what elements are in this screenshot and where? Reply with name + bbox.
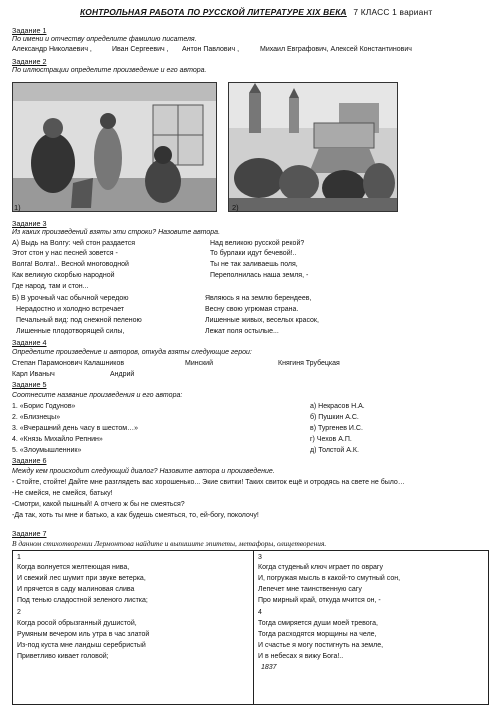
task1-name-2: Иван Сергеевич , (112, 46, 169, 53)
poem-left-1: 1 (17, 554, 21, 561)
task6-line-3: -Смотри, какой пышный! А отчего ж бы не смеяться? (12, 501, 185, 508)
poem-right-3: И, погружая мысль в какой-то смутный сон, (258, 575, 401, 582)
poem-right-2: Когда студеный ключ играет по оврагу (258, 564, 383, 571)
task3-a-left-4: Как великую скорбью народной (12, 272, 115, 279)
task4-hero-3: Княгиня Трубецкая (278, 360, 340, 367)
task5-work-4: 4. «Князь Михайло Репнин» (12, 436, 103, 443)
task3-instruction: Из каких произведений взяты эти строки? Назовите автора. (12, 229, 221, 236)
task7-instruction: В данном стихотворении Лермонтова найдите и выпишите эпитеты, метафоры, олицетворения. (12, 539, 327, 548)
task3-b-right-4: Лежат поля остылые... (205, 328, 279, 335)
task3-a-right-2: То бурлаки идут бечевой!.. (210, 250, 297, 257)
task7-label: Задание 7 (12, 529, 47, 538)
task5-author-2: б) Пушкин А.С. (310, 414, 359, 421)
task5-work-1: 1. «Борис Годунов» (12, 403, 76, 410)
task3-a-right-3: Ты не так заливаешь поля, (210, 261, 298, 268)
illustration-1 (12, 82, 217, 212)
poem-left-5: Под тенью сладостной зеленого листка; (17, 597, 148, 604)
task3-a-left-5: Где народ, там и стон... (12, 283, 89, 290)
task5-work-2: 2. «Близнецы» (12, 414, 61, 421)
illustration-2 (228, 82, 398, 212)
task6-line-2: -Не смейся, не смейся, батьку! (12, 490, 113, 497)
illustration-2-drawing (229, 83, 398, 212)
page-title (80, 8, 432, 18)
task6-line-1: - Стойте, стойте! Дайте мне разглядеть вас хорошенько... Экие свитки! Таких свиток ещё и отродясь на свете не было… (12, 479, 405, 486)
task1-name-3: Антон Павлович , (182, 46, 240, 53)
task5-label: Задание 5 (12, 380, 47, 389)
task5-instruction: Соотнесите название произведения и его автора: (12, 392, 183, 399)
illustration-1-caption: 1) (14, 203, 21, 212)
task4-instruction: Определите произведение и авторов, откуда взяты следующие герои: (12, 349, 252, 356)
task5-work-5: 5. «Злоумышленник» (12, 447, 82, 454)
poem-table-divider (253, 551, 254, 704)
poem-right-4: Лепечет мне таинственную сагу (258, 586, 362, 593)
task3-a-right-4: Переполнилась наша земля, - (210, 272, 309, 279)
task2-label: Задание 2 (12, 57, 47, 66)
poem-left-3: И свежий лес шумит при звуке ветерка, (17, 575, 146, 582)
grade-text: 7 КЛАСС 1 вариант (353, 7, 433, 17)
task4-hero-1: Степан Парамонович Калашников (12, 360, 125, 367)
task3-b-left-2: Нерадостно и холодно встречает (16, 306, 125, 313)
task5-author-4: г) Чехов А.П. (310, 436, 352, 443)
task4-hero-4: Карл Иваныч (12, 371, 55, 378)
task5-work-3: 3. «Вчерашний день часу в шестом…» (12, 425, 139, 432)
task1-label: Задание 1 (12, 26, 47, 35)
task6-line-4: -Да так, хоть ты мне и батько, а как будешь смеяться, то, ей-богу, поколочу! (12, 512, 259, 519)
poem-left-4: И прячется в саду малиновая слива (17, 586, 135, 593)
task3-label: Задание 3 (12, 219, 47, 228)
task5-author-3: в) Тургенев И.С. (310, 425, 363, 432)
poem-right-10: И в небесах я вижу Бога!.. (258, 653, 344, 660)
poem-right-6: 4 (258, 609, 262, 616)
task3-b-left-1: Б) В урочный час обычной чередою (12, 295, 129, 302)
task2-instruction: По иллюстрации определите произведение и его автора. (12, 67, 207, 74)
poem-left-2: Когда волнуется желтеющая нива, (17, 564, 130, 571)
poem-year: 1837 (261, 664, 277, 671)
task3-a-left-3: Волга! Волга!.. Весной многоводной (12, 261, 129, 268)
task4-hero-2: Минский (185, 360, 213, 367)
task4-label: Задание 4 (12, 338, 47, 347)
poem-right-9: И счастье я могу постигнуть на земле, (258, 642, 384, 649)
poem-right-8: Тогда расходятся морщины на челе, (258, 631, 377, 638)
illustration-2-caption: 2) (232, 203, 239, 212)
task6-instruction: Между кем происходит следующий диалог? Назовите автора и произведение. (12, 468, 275, 475)
poem-left-10: Приветливо кивает головой; (17, 653, 109, 660)
task6-label: Задание 6 (12, 456, 47, 465)
poem-left-8: Румяным вечером иль утра в час златой (17, 631, 150, 638)
poem-right-1: 3 (258, 554, 262, 561)
task3-b-right-2: Весну свою угрюмая страна. (205, 306, 299, 313)
poem-table (12, 550, 489, 705)
task3-b-right-1: Являюсь я на землю берендеев, (205, 295, 312, 302)
task5-author-1: а) Некрасов Н.А. (310, 403, 365, 410)
title-text: КОНТРОЛЬНАЯ РАБОТА ПО РУССКОЙ ЛИТЕРАТУРЕ XIX ВЕКА (80, 7, 347, 17)
poem-right-7: Тогда смиряется души моей тревога, (258, 620, 378, 627)
task4-hero-5: Андрий (110, 371, 135, 378)
task1-name-4: Михаил Евграфович, Алексей Константинович (260, 46, 412, 53)
task3-a-left-1: А) Выдь на Волгу: чей стон раздается (12, 240, 136, 247)
task3-a-right-1: Над великою русской рекой? (210, 240, 305, 247)
illustration-1-drawing (13, 83, 217, 212)
task3-b-left-4: Лишенные плодотворящей силы, (16, 328, 125, 335)
task1-name-1: Александр Николаевич , (12, 46, 92, 53)
task1-instruction: По имени и отчеству определите фамилию писателя. (12, 36, 197, 43)
task3-a-left-2: Этот стон у нас песней зовется - (12, 250, 118, 257)
task3-b-left-3: Печальный вид: под снежной пеленою (16, 317, 142, 324)
poem-left-7: Когда росой обрызганный душистой, (17, 620, 137, 627)
task3-b-right-3: Лишенные живых, веселых красок, (205, 317, 319, 324)
task5-author-5: д) Толстой А.К. (310, 447, 359, 454)
poem-right-5: Про мирный край, откуда мчится он, - (258, 597, 381, 604)
poem-left-6: 2 (17, 609, 21, 616)
poem-left-9: Из-под куста мне ландыш серебристый (17, 642, 146, 649)
